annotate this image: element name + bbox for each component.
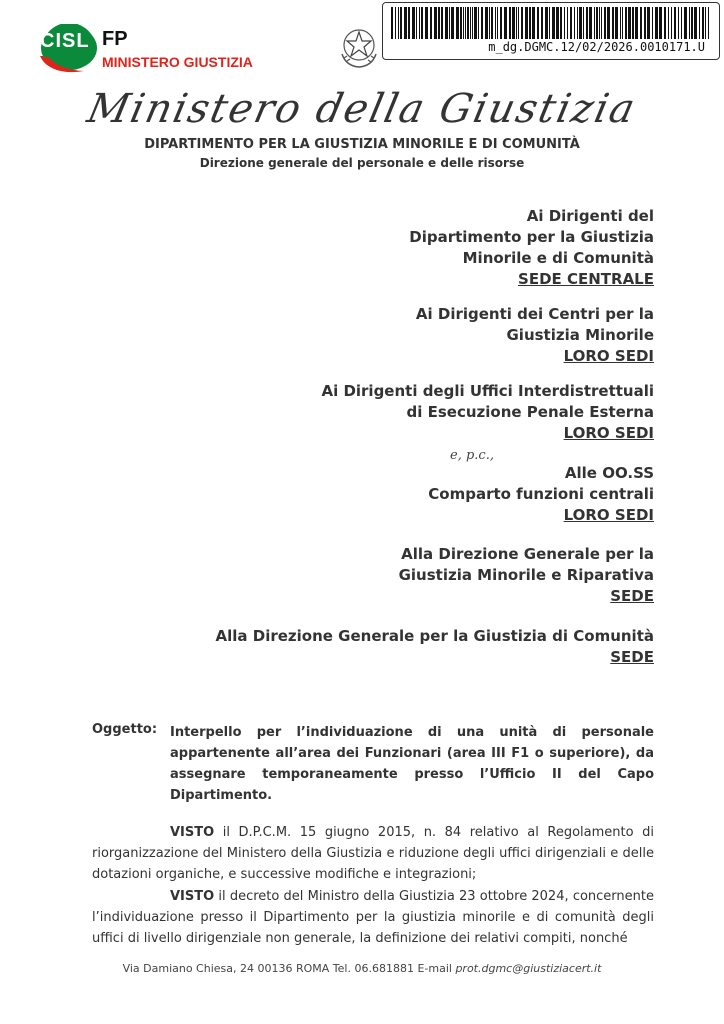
barcode-bar — [421, 7, 423, 39]
protocol-code: m_dg.DGMC.12/02/2026.0010171.U — [488, 40, 705, 54]
barcode-bar — [574, 7, 575, 39]
barcode-bar — [644, 7, 646, 39]
barcode-bar — [408, 7, 410, 39]
barcode-bar — [425, 7, 428, 39]
barcode-bar — [545, 7, 548, 39]
addressee-place: SEDE — [610, 648, 654, 666]
barcode-bar — [404, 7, 407, 39]
barcode-bar — [485, 7, 488, 39]
barcode — [389, 7, 713, 39]
ministero-giustizia-label: MINISTERO GIUSTIZIA — [102, 54, 253, 70]
barcode-bar — [537, 7, 539, 39]
barcode-bar — [449, 7, 450, 39]
barcode-bar — [489, 7, 490, 39]
body-paragraph: VISTO il D.P.C.M. 15 giugno 2015, n. 84 relativo al Regolamento di riorganizzazione del Ministero della Giustizia e riduzione degli uffici dirigenziali e delle dotazioni organiche, e successive modifiche e integrazioni; — [92, 825, 654, 882]
barcode-bar — [419, 7, 420, 39]
barcode-bar — [521, 7, 523, 39]
barcode-bar — [622, 7, 623, 39]
cisl-text: CISL — [40, 30, 90, 52]
barcode-bar — [632, 7, 634, 39]
barcode-bar — [674, 7, 676, 39]
addressee-block: Alla Direzione Generale per la Giustizia di Comunità SEDE — [215, 627, 654, 666]
handwritten-note: e, p.c., — [450, 448, 494, 463]
barcode-bar — [491, 7, 493, 39]
barcode-bar — [625, 7, 627, 39]
barcode-bar — [699, 7, 700, 39]
republic-emblem-icon — [336, 24, 382, 70]
addressee-block: Ai Dirigenti degli Uffici Interdistrettuali di Esecuzione Penale Esterna LORO SEDI — [321, 382, 654, 442]
addressee-block: Ai Dirigenti dei Centri per la Giustizia Minorile LORO SEDI — [415, 305, 654, 365]
barcode-bar — [445, 7, 448, 39]
barcode-bar — [512, 7, 515, 39]
barcode-bar — [500, 7, 502, 39]
barcode-bar — [474, 7, 477, 39]
barcode-bar — [599, 7, 600, 39]
barcode-bar — [601, 7, 602, 39]
barcode-bar — [549, 7, 550, 39]
barcode-bar — [681, 7, 682, 39]
addressee-place: SEDE CENTRALE — [518, 270, 654, 288]
barcode-bar — [567, 7, 568, 39]
barcode-bar — [556, 7, 559, 39]
barcode-bar — [705, 7, 706, 39]
barcode-bar — [478, 7, 479, 39]
barcode-bar — [434, 7, 437, 39]
addressee-place: LORO SEDI — [563, 347, 654, 365]
barcode-bar — [516, 7, 517, 39]
barcode-bar — [689, 7, 690, 39]
barcode-bar — [481, 7, 483, 39]
barcode-bar — [604, 7, 606, 39]
fp-text: FP — [102, 28, 128, 50]
barcode-bar — [395, 7, 396, 39]
barcode-bar — [564, 7, 565, 39]
barcode-bar — [570, 7, 572, 39]
barcode-bar — [655, 7, 658, 39]
barcode-bar — [456, 7, 459, 39]
barcode-bar — [472, 7, 473, 39]
barcode-bar — [398, 7, 399, 39]
barcode-bar — [702, 7, 704, 39]
barcode-bar — [560, 7, 562, 39]
barcode-bar — [652, 7, 653, 39]
footer-email-link[interactable]: prot.dgmc@giustiziacert.it — [455, 962, 602, 975]
addressee-block: Alla Direzione Generale per la Giustizia Minorile e Riparativa SEDE — [398, 545, 654, 605]
barcode-bar — [400, 7, 402, 39]
barcode-bar — [441, 7, 443, 39]
barcode-bar — [529, 7, 531, 39]
addressee-block: Alle OO.SS Comparto funzioni centrali LORO SEDI — [428, 464, 654, 524]
barcode-bar — [586, 7, 588, 39]
addressee-place: LORO SEDI — [563, 506, 654, 524]
subject-label: Oggetto: — [92, 722, 158, 737]
barcode-bar — [594, 7, 595, 39]
barcode-bar — [552, 7, 555, 39]
footer-address: Via Damiano Chiesa, 24 00136 ROMA Tel. 06.681881 E-mail prot.dgmc@giustiziacert.it — [122, 962, 602, 975]
barcode-bar — [664, 7, 666, 39]
barcode-bar — [620, 7, 621, 39]
ministry-script-title: Ministero della Giustizia — [83, 86, 641, 132]
barcode-bar — [391, 7, 393, 39]
barcode-bar — [541, 7, 543, 39]
subject-text: Interpello per l’individuazione di una unità di personale appartenente all’area dei Funzionari (area III F1 o superiore), da assegnare temporaneamente presso l’Ufficio II del Capo Dipartimento. — [170, 725, 654, 803]
barcode-bar — [659, 7, 662, 39]
barcode-bar — [460, 7, 462, 39]
barcode-bar — [668, 7, 669, 39]
barcode-bar — [509, 7, 511, 39]
barcode-bar — [589, 7, 592, 39]
addressee-place: SEDE — [610, 587, 654, 605]
barcode-bar — [412, 7, 415, 39]
barcode-bar — [451, 7, 454, 39]
barcode-bar — [607, 7, 610, 39]
body-paragraph: VISTO il decreto del Ministro della Giustizia 23 ottobre 2024, concernente l’individuazione presso il Dipartimento per la giustizia minorile e di comunità degli uffici di livello dirigenziale non generale, la definizione dei relativi compiti, nonché — [92, 889, 654, 946]
barcode-bar — [532, 7, 535, 39]
barcode-bar — [463, 7, 464, 39]
barcode-bar — [495, 7, 496, 39]
barcode-bar — [416, 7, 417, 39]
barcode-bar — [465, 7, 466, 39]
barcode-bar — [691, 7, 693, 39]
barcode-bar — [640, 7, 642, 39]
barcode-bar — [579, 7, 582, 39]
barcode-bar — [628, 7, 631, 39]
barcode-bar — [635, 7, 638, 39]
department-title: DIPARTIMENTO PER LA GIUSTIZIA MINORILE E DI COMUNITÀ — [144, 137, 580, 152]
barcode-bar — [430, 7, 432, 39]
barcode-bar — [583, 7, 584, 39]
barcode-bar — [708, 7, 709, 39]
barcode-bar — [577, 7, 578, 39]
barcode-bar — [694, 7, 697, 39]
barcode-bar — [596, 7, 598, 39]
barcode-bar — [518, 7, 519, 39]
barcode-bar — [467, 7, 469, 39]
barcode-bar — [615, 7, 618, 39]
barcode-bar — [438, 7, 440, 39]
protocol-stamp — [382, 2, 720, 60]
barcode-bar — [678, 7, 679, 39]
barcode-bar — [612, 7, 614, 39]
barcode-bar — [671, 7, 672, 39]
barcode-bar — [647, 7, 650, 39]
barcode-bar — [525, 7, 528, 39]
addressee-place: LORO SEDI — [563, 424, 654, 442]
barcode-bar — [497, 7, 498, 39]
direction-subtitle: Direzione generale del personale e delle risorse — [199, 156, 525, 170]
barcode-bar — [684, 7, 687, 39]
barcode-bar — [504, 7, 507, 39]
barcode-bar — [470, 7, 471, 39]
addressee-block: Ai Dirigenti del Dipartimento per la Giustizia Minorile e di Comunità SEDE CENTRALE — [409, 207, 654, 288]
